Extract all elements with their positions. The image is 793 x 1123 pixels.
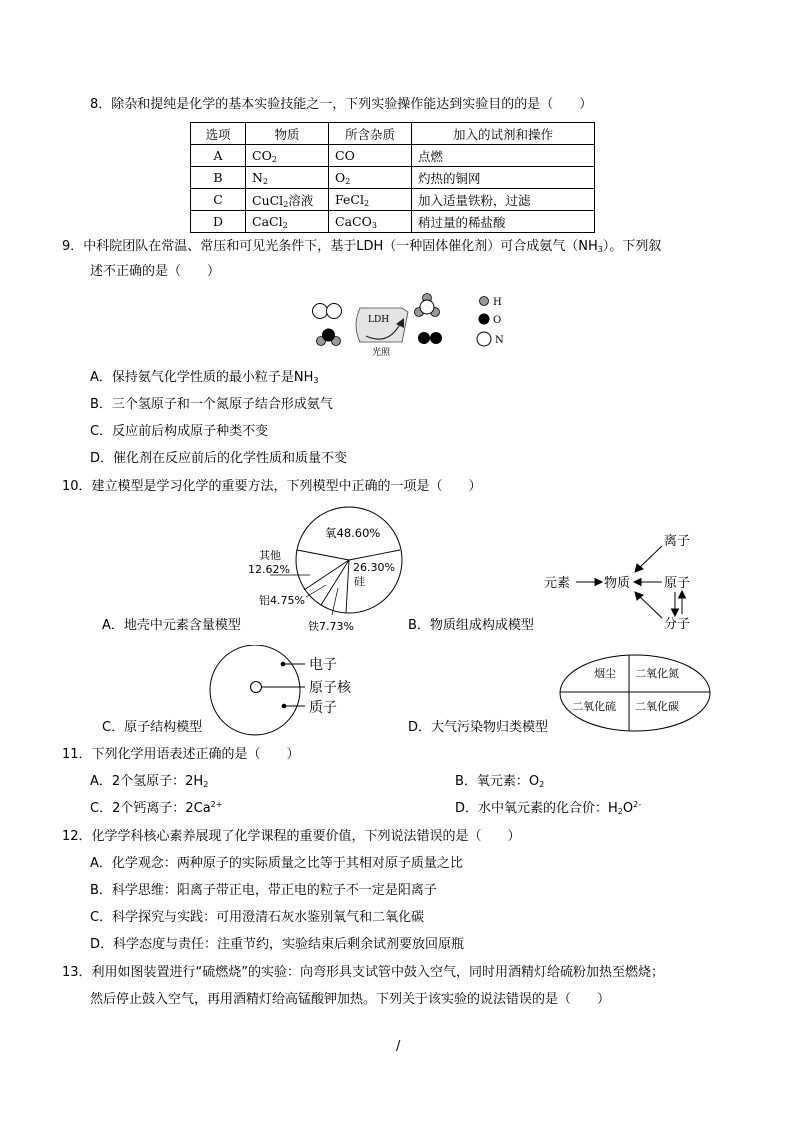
air-pollutant-classification-diagram <box>559 654 711 732</box>
q9-option-a: A．保持氨气化学性质的最小粒子是$NH_3$ <box>90 370 319 385</box>
crust-element-pie-diagram <box>240 503 410 633</box>
node-molecule: 分子 <box>664 617 691 632</box>
row-operation: 稍过量的稀盐酸 <box>412 211 595 233</box>
q9-stem-line2: 述不正确的是（ ） <box>90 264 221 279</box>
q9-option-c: C．反应前后构成原子种类不变 <box>90 424 269 439</box>
q12-option-d: D．科学态度与责任：注重节约，实验结束后剩余试剂要放回原瓶 <box>90 937 465 952</box>
row-operation: 加入适量铁粉，过滤 <box>412 189 595 211</box>
table-row <box>191 145 595 167</box>
row-option: C <box>191 189 246 211</box>
q8-table <box>190 122 595 233</box>
row-substance: $N_2$ <box>246 167 329 189</box>
row-option: B <box>191 167 246 189</box>
q8-stem: 8．除杂和提纯是化学的基本实验技能之一，下列实验操作能达到实验目的的是（ ） <box>90 97 593 112</box>
q9-option-b: B．三个氢原子和一个氮原子结合形成氨气 <box>90 397 333 412</box>
pollutant-co2: 二氧化碳 <box>635 700 679 713</box>
label-proton: 质子 <box>309 700 337 716</box>
light-condition-label: 光照 <box>372 348 391 356</box>
pie-label-silicon-name: 硅 <box>354 575 365 588</box>
row-option: A <box>191 145 246 167</box>
header-operation: 加入的试剂和操作 <box>412 123 595 145</box>
pie-label-aluminum: 铝4.75% <box>259 594 305 607</box>
water-molecule-icon <box>317 329 341 346</box>
q11-option-c: C．2个钙离子：$2Ca^{2+}$ <box>90 800 223 816</box>
row-operation: 点燃 <box>412 145 595 167</box>
row-substance: CaCl$_2$ <box>246 211 329 233</box>
q13-stem-line1: 13．利用如图装置进行“硫燃烧”的实验：向弯形具支试管中鼓入空气，同时用酒精灯给硫粉加热至燃烧； <box>62 965 665 980</box>
q11-option-b: B．氧元素：$O_2$ <box>455 774 545 789</box>
pie-label-others-value: 12.62% <box>248 563 290 576</box>
nitrogen-molecule-icon <box>313 304 342 319</box>
q10-option-b: B．物质组成构成模型 <box>408 618 534 633</box>
label-nucleus: 原子核 <box>309 680 351 696</box>
row-operation: 灼热的铜网 <box>412 167 595 189</box>
pollutant-no2: 二氧化氮 <box>635 667 679 680</box>
row-impurity: CaCO$_3$ <box>329 211 412 233</box>
row-option: D <box>191 211 246 233</box>
q11-stem: 11．下列化学用语表述正确的是（ ） <box>62 747 300 762</box>
row-impurity: CO <box>329 145 412 167</box>
q13-stem-line2: 然后停止鼓入空气，再用酒精灯给高锰酸钾加热。下列关于该实验的说法错误的是（ ） <box>90 992 611 1007</box>
hydrogen-atom-icon <box>480 297 489 306</box>
atom-structure-diagram <box>205 645 375 737</box>
node-atom: 原子 <box>664 576 691 591</box>
q9-option-d: D．催化剂在反应前后的化学性质和质量不变 <box>90 451 348 466</box>
row-substance: CuCl$_2$溶液 <box>246 189 329 211</box>
legend-n-label: N <box>495 335 504 346</box>
substance-composition-network-diagram <box>540 526 715 636</box>
nitrogen-atom-icon <box>477 332 491 346</box>
q9-stem-line1: 9．中科院团队在常温、常压和可见光条件下，基于LDH（一种固体催化剂）可合成氨气$(NH_3)$。下列叙 <box>62 239 662 254</box>
legend-h-label: H <box>493 297 502 308</box>
pie-label-iron: 铁7.73% <box>308 620 354 633</box>
ammonia-molecule-icon <box>415 294 440 317</box>
q10-option-c: C．原子结构模型 <box>102 720 203 735</box>
legend-o-label: O <box>493 315 502 326</box>
q10-option-d: D．大气污染物归类模型 <box>408 720 549 735</box>
node-substance: 物质 <box>604 576 631 591</box>
q12-option-b: B．科学思维：阳离子带正电，带正电的粒子不一定是阳离子 <box>90 883 437 898</box>
q12-option-c: C．科学探究与实践：可用澄清石灰水鉴别氧气和二氧化碳 <box>90 910 425 925</box>
table-row <box>191 189 595 211</box>
pollutant-dust: 烟尘 <box>594 667 616 680</box>
table-row <box>191 167 595 189</box>
pie-label-others-name: 其他 <box>259 549 281 562</box>
q11-option-d: D．水中氧元素的化合价：$H_2O^{2-}$ <box>455 800 642 816</box>
node-element: 元素 <box>544 576 571 591</box>
q9-reaction-diagram <box>300 290 520 356</box>
header-substance: 物质 <box>246 123 329 145</box>
q12-option-a: A．化学观念：两种原子的实际质量之比等于其相对原子质量之比 <box>90 856 463 871</box>
pollutant-so2: 二氧化硫 <box>572 700 616 713</box>
q10-option-a: A．地壳中元素含量模型 <box>102 618 241 633</box>
atom-legend <box>477 297 504 347</box>
q10-stem: 10．建立模型是学习化学的重要方法，下列模型中正确的一项是（ ） <box>62 479 482 494</box>
q11-option-a: A．2个氢原子：$2H_2$ <box>90 774 209 789</box>
page-number: / <box>396 1039 401 1054</box>
ldh-label: LDH <box>368 315 390 325</box>
header-impurity: 所含杂质 <box>329 123 412 145</box>
pie-label-silicon-value: 26.30% <box>353 561 395 574</box>
oxygen-molecule-icon <box>418 332 442 344</box>
oxygen-atom-icon <box>479 314 490 325</box>
q12-stem: 12．化学学科核心素养展现了化学课程的重要价值，下列说法错误的是（ ） <box>62 829 521 844</box>
row-impurity: $O_2$ <box>329 167 412 189</box>
ldh-arrow-icon <box>356 308 408 342</box>
node-ion: 离子 <box>664 534 691 549</box>
pie-label-oxygen: 氧48.60% <box>325 526 381 540</box>
label-electron: 电子 <box>309 657 337 673</box>
row-impurity: FeCl$_2$ <box>329 189 412 211</box>
table-row <box>191 211 595 233</box>
row-substance: $CO_2$ <box>246 145 329 167</box>
table-header-row <box>191 123 595 145</box>
header-option: 选项 <box>191 123 246 145</box>
